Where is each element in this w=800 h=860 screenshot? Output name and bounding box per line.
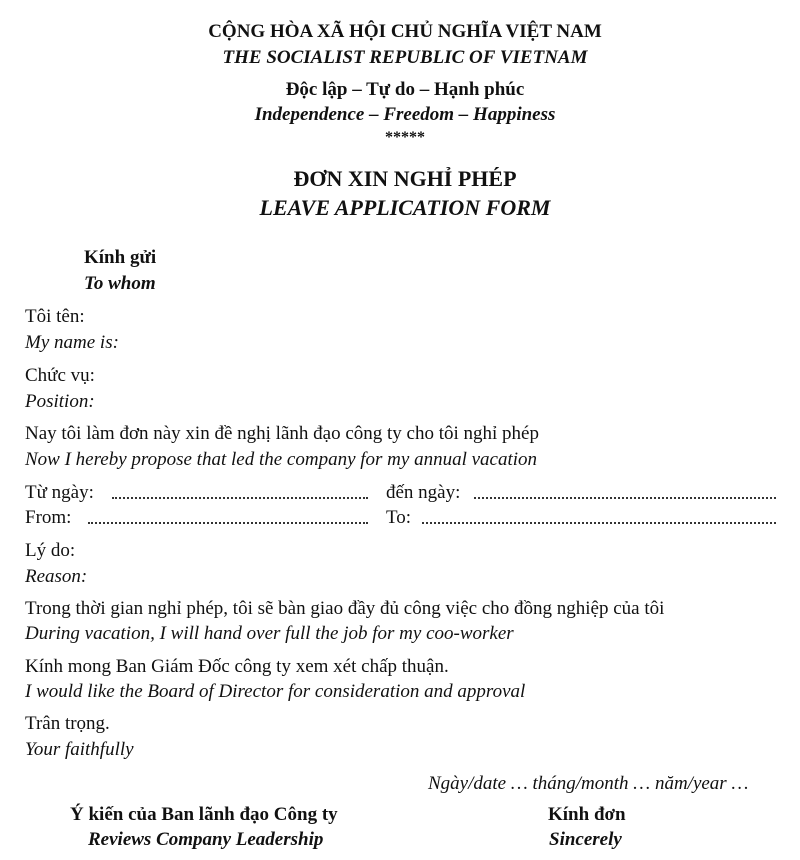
name-label-vi: Tôi tên: <box>25 306 85 327</box>
request-text-vi: Nay tôi làm đơn này xin đề nghị lãnh đạo công ty cho tôi nghỉ phép <box>25 423 539 444</box>
reason-label-en: Reason: <box>25 566 88 587</box>
from-date-label-en: From: <box>25 507 72 528</box>
form-title-en: LEAVE APPLICATION FORM <box>259 195 551 220</box>
handover-text-vi: Trong thời gian nghỉ phép, tôi sẽ bàn giao đầy đủ công việc cho đồng nghiệp của tôi <box>25 598 665 619</box>
country-name-vi: CỘNG HÒA XÃ HỘI CHỦ NGHĨA VIỆT NAM <box>208 21 602 42</box>
date-line: Ngày/date … tháng/month … năm/year … <box>428 773 749 794</box>
leadership-review-vi: Ý kiến của Ban lãnh đạo Công ty <box>70 804 338 825</box>
motto-en: Independence – Freedom – Happiness <box>254 104 556 125</box>
header-stars: ***** <box>385 129 425 146</box>
from-date-label-vi: Từ ngày: <box>25 482 94 503</box>
to-date-label-vi: đến ngày: <box>386 482 461 503</box>
approval-text-vi: Kính mong Ban Giám Đốc công ty xem xét chấp thuận. <box>25 656 449 677</box>
country-name-en: THE SOCIALIST REPUBLIC OF VIETNAM <box>222 47 588 68</box>
position-label-en: Position: <box>25 391 95 412</box>
to-date-fill-line[interactable] <box>474 497 776 499</box>
to-date-fill-line-en[interactable] <box>422 522 776 524</box>
motto-vi: Độc lập – Tự do – Hạnh phúc <box>285 79 525 100</box>
from-date-fill-line[interactable] <box>112 497 368 499</box>
signature-label-vi: Kính đơn <box>548 804 626 825</box>
approval-text-en: I would like the Board of Director for consideration and approval <box>25 681 526 702</box>
recipient-vi: Kính gửi <box>84 247 157 268</box>
from-date-fill-line-en[interactable] <box>88 522 368 524</box>
position-label-vi: Chức vụ: <box>25 365 95 386</box>
regards-vi: Trân trọng. <box>25 713 110 734</box>
recipient-en: To whom <box>84 273 156 294</box>
handover-text-en: During vacation, I will hand over full the job for my coo-worker <box>25 623 514 644</box>
request-text-en: Now I hereby propose that led the company for my annual vacation <box>25 449 538 470</box>
reason-label-vi: Lý do: <box>25 540 76 561</box>
regards-en: Your faithfully <box>25 739 134 760</box>
form-title-vi: ĐƠN XIN NGHỈ PHÉP <box>293 166 517 191</box>
leadership-review-en: Reviews Company Leadership <box>88 829 324 850</box>
signature-label-en: Sincerely <box>549 829 622 850</box>
to-date-label-en: To: <box>386 507 412 528</box>
name-label-en: My name is: <box>25 332 119 353</box>
